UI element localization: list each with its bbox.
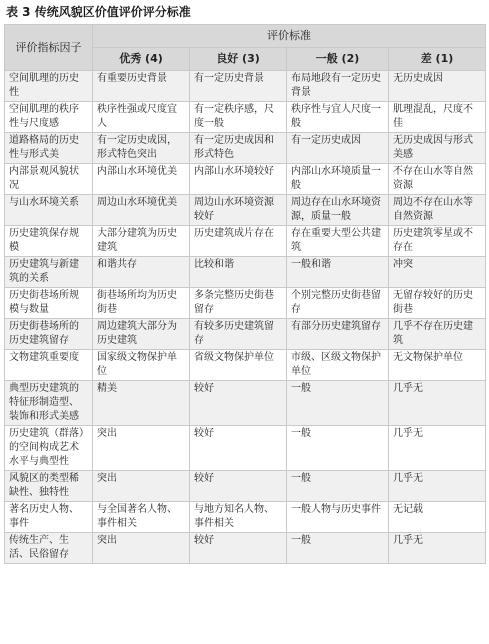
criteria-cell-average: 一般 — [287, 533, 389, 564]
factor-cell: 著名历史人物、事件 — [5, 502, 93, 533]
criteria-cell-excellent: 周边山水环境优美 — [93, 195, 190, 226]
criteria-cell-poor: 无历史成因 — [389, 71, 486, 102]
criteria-cell-average: 一般 — [287, 426, 389, 471]
criteria-cell-excellent: 有重要历史背景 — [93, 71, 190, 102]
factor-cell: 内部景观风貌状况 — [5, 164, 93, 195]
criteria-cell-good: 比较和谐 — [190, 257, 287, 288]
criteria-cell-average: 一般 — [287, 381, 389, 426]
table-row — [5, 102, 486, 133]
level-header-average: 一般 (2) — [287, 48, 389, 71]
criteria-cell-poor: 无文物保护单位 — [389, 350, 486, 381]
criteria-cell-excellent: 大部分建筑为历史建筑 — [93, 226, 190, 257]
factor-cell: 文物建筑重要度 — [5, 350, 93, 381]
criteria-cell-excellent: 秩序性强或尺度宜人 — [93, 102, 190, 133]
criteria-cell-poor: 无留存较好的历史街巷 — [389, 288, 486, 319]
criteria-cell-excellent: 周边建筑大部分为历史建筑 — [93, 319, 190, 350]
criteria-cell-good: 较好 — [190, 533, 287, 564]
factor-cell: 历史街巷场所的历史建筑留存 — [5, 319, 93, 350]
table-body — [5, 71, 486, 564]
criteria-cell-poor: 几乎无 — [389, 381, 486, 426]
factor-column-header: 评价指标因子 — [5, 25, 93, 71]
criteria-cell-good: 较好 — [190, 471, 287, 502]
table-row — [5, 71, 486, 102]
criteria-cell-excellent: 内部山水环境优美 — [93, 164, 190, 195]
criteria-cell-poor: 历史建筑零星或不存在 — [389, 226, 486, 257]
criteria-cell-good: 有较多历史建筑留存 — [190, 319, 287, 350]
criteria-cell-average: 存在重要大型公共建筑 — [287, 226, 389, 257]
level-header-good: 良好 (3) — [190, 48, 287, 71]
criteria-cell-average: 有一定历史成因 — [287, 133, 389, 164]
criteria-cell-poor: 几乎无 — [389, 426, 486, 471]
criteria-cell-poor: 几乎无 — [389, 471, 486, 502]
factor-cell: 历史建筑保存规模 — [5, 226, 93, 257]
table-row — [5, 502, 486, 533]
criteria-cell-excellent: 街巷场所均为历史街巷 — [93, 288, 190, 319]
criteria-cell-good: 较好 — [190, 426, 287, 471]
criteria-cell-poor: 无记载 — [389, 502, 486, 533]
level-header-poor: 差 (1) — [389, 48, 486, 71]
criteria-cell-good: 有一定历史成因和形式特色 — [190, 133, 287, 164]
factor-cell: 空间肌理的历史性 — [5, 71, 93, 102]
criteria-cell-excellent: 和谐共存 — [93, 257, 190, 288]
criteria-cell-poor: 几乎不存在历史建筑 — [389, 319, 486, 350]
factor-cell: 历史建筑与新建筑的关系 — [5, 257, 93, 288]
criteria-cell-excellent: 国家级文物保护单位 — [93, 350, 190, 381]
factor-cell: 与山水环境关系 — [5, 195, 93, 226]
criteria-cell-good: 有一定历史背景 — [190, 71, 287, 102]
criteria-cell-average: 市级、区级文物保护单位 — [287, 350, 389, 381]
criteria-cell-poor: 不存在山水等自然资源 — [389, 164, 486, 195]
criteria-cell-good: 较好 — [190, 381, 287, 426]
criteria-cell-poor: 冲突 — [389, 257, 486, 288]
factor-cell: 传统生产、生活、民俗留存 — [5, 533, 93, 564]
criteria-cell-poor: 几乎无 — [389, 533, 486, 564]
factor-cell: 典型历史建筑的特征形制造型、装饰和形式美感 — [5, 381, 93, 426]
criteria-cell-average: 秩序性与宜人尺度一般 — [287, 102, 389, 133]
criteria-cell-good: 周边山水环境资源较好 — [190, 195, 287, 226]
table-row — [5, 226, 486, 257]
criteria-cell-good: 内部山水环境较好 — [190, 164, 287, 195]
table-row — [5, 426, 486, 471]
evaluation-table — [4, 24, 486, 564]
table-row — [5, 288, 486, 319]
criteria-cell-excellent: 突出 — [93, 471, 190, 502]
criteria-cell-poor: 周边不存在山水等自然资源 — [389, 195, 486, 226]
table-row — [5, 319, 486, 350]
criteria-cell-average: 一般人物与历史事件 — [287, 502, 389, 533]
factor-cell: 历史建筑（群落）的空间构成艺术水平与典型性 — [5, 426, 93, 471]
criteria-cell-good: 多条完整历史街巷留存 — [190, 288, 287, 319]
criteria-cell-good: 与地方知名人物、事件相关 — [190, 502, 287, 533]
criteria-cell-excellent: 突出 — [93, 533, 190, 564]
factor-cell: 历史街巷场所规模与数量 — [5, 288, 93, 319]
table-row — [5, 195, 486, 226]
table-header — [5, 25, 486, 71]
table-row — [5, 533, 486, 564]
table-row — [5, 133, 486, 164]
table-row — [5, 471, 486, 502]
criteria-cell-good: 省级文物保护单位 — [190, 350, 287, 381]
table-title: 表 3 传统风貌区价值评价评分标准 — [6, 5, 191, 19]
criteria-cell-average: 一般和谐 — [287, 257, 389, 288]
standard-column-header: 评价标准 — [93, 25, 486, 48]
factor-cell: 风貌区的类型稀缺性、独特性 — [5, 471, 93, 502]
criteria-cell-poor: 肌理混乱，尺度不佳 — [389, 102, 486, 133]
criteria-cell-average: 布局地段有一定历史背景 — [287, 71, 389, 102]
criteria-cell-good: 有一定秩序感，尺度一般 — [190, 102, 287, 133]
criteria-cell-excellent: 有一定历史成因，形式特色突出 — [93, 133, 190, 164]
criteria-cell-average: 内部山水环境质量一般 — [287, 164, 389, 195]
criteria-cell-poor: 无历史成因与形式美感 — [389, 133, 486, 164]
criteria-cell-excellent: 与全国著名人物、事件相关 — [93, 502, 190, 533]
factor-cell: 空间肌理的秩序性与尺度感 — [5, 102, 93, 133]
criteria-cell-average: 周边存在山水环境资源，质量一般 — [287, 195, 389, 226]
level-header-excellent: 优秀 (4) — [93, 48, 190, 71]
criteria-cell-average: 个别完整历史街巷留存 — [287, 288, 389, 319]
table-row — [5, 381, 486, 426]
table-row — [5, 350, 486, 381]
criteria-cell-excellent: 精美 — [93, 381, 190, 426]
factor-cell: 道路格局的历史性与形式美 — [5, 133, 93, 164]
criteria-cell-excellent: 突出 — [93, 426, 190, 471]
table-row — [5, 257, 486, 288]
criteria-cell-average: 有部分历史建筑留存 — [287, 319, 389, 350]
criteria-cell-good: 历史建筑成片存在 — [190, 226, 287, 257]
table-row — [5, 164, 486, 195]
criteria-cell-average: 一般 — [287, 471, 389, 502]
